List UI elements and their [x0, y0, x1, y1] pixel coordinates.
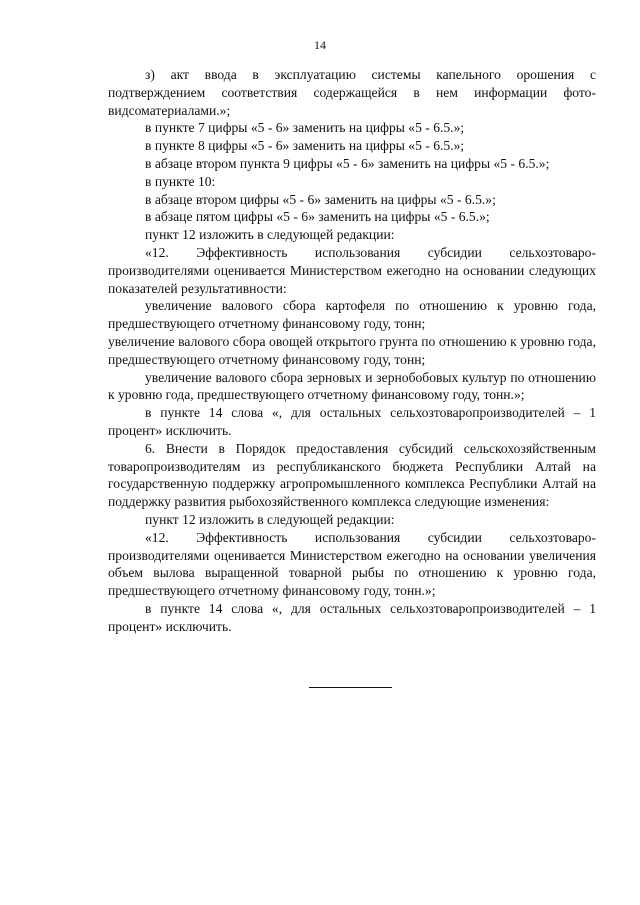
page-number: 14	[314, 38, 326, 52]
paragraph-point-7: в пункте 7 цифры «5 - 6» заменить на цифры «5 - 6.5.»;	[145, 120, 465, 136]
paragraph-point-14: в пункте 14 слова «, для остальных сельхозтоваропроизводителей – 1 процент» исключить.	[108, 405, 596, 438]
paragraph-section-6-point-14: в пункте 14 слова «, для остальных сельхозтоваропроизводителей – 1 процент» исключить.	[108, 600, 596, 634]
paragraph-indicator-potato: увеличение валового сбора картофеля по отношению к уровню года, предшествующего отчетному финансовому году, тонн;	[108, 298, 596, 332]
paragraph-point-12-text: «12. Эффективность использования субсидии сельхозтоваро-производителями оценивается Министерством ежегодно на основании следующих показателей результативности:	[108, 244, 596, 296]
paragraph-section-6: 6. Внести в Порядок предоставления субсидий сельскохозяйственным товаропроизводителям из республиканского бюджета Республики Алтай на государственную поддержку агропромышленного комплекса Республики Алтай на поддержку развития рыбохозяйственного комплекса следующие изменения:	[108, 440, 596, 510]
paragraph-item-z: з) акт ввода в эксплуатацию системы капельного орошения с подтверждением соответствия содержащейся в нем информации фото-видсоматериалами.»;	[108, 67, 596, 118]
paragraph-point-8: в пункте 8 цифры «5 - 6» заменить на цифры «5 - 6.5.»;	[145, 138, 465, 154]
paragraph-indicator-vegetables: увеличение валового сбора овощей открытого грунта по отношению к уровню года, предшествующего отчетному финансовому году, тонн;	[108, 333, 596, 367]
paragraph-point-10-abzac-5: в абзаце пятом цифры «5 - 6» заменить на цифры «5 - 6.5.»;	[145, 209, 490, 225]
paragraph-point-9: в абзаце втором пункта 9 цифры «5 - 6» заменить на цифры «5 - 6.5.»;	[145, 155, 550, 171]
paragraph-point-12-intro: пункт 12 изложить в следующей редакции:	[145, 227, 395, 243]
paragraph-section-6-point-12-intro: пункт 12 изложить в следующей редакции:	[145, 511, 395, 527]
document-body	[108, 66, 596, 636]
paragraph-indicator-grain: увеличение валового сбора зерновых и зернобобовых культур по отношению к уровню года, предшествующего отчетному финансовому году, тонн.»;	[108, 369, 596, 403]
end-rule-divider	[309, 687, 392, 688]
paragraph-point-10-abzac-2: в абзаце втором цифры «5 - 6» заменить на цифры «5 - 6.5.»;	[145, 191, 496, 207]
paragraph-section-6-point-12-text: «12. Эффективность использования субсидии сельхозтоваро-производителями оценивается Министерством ежегодно на основании увеличения объем вылова выращенной товарной рыбы по отношению к уровню года, предшествующего отчетному финансовому году, тонн.»;	[108, 529, 596, 599]
paragraph-point-10: в пункте 10:	[145, 173, 216, 189]
